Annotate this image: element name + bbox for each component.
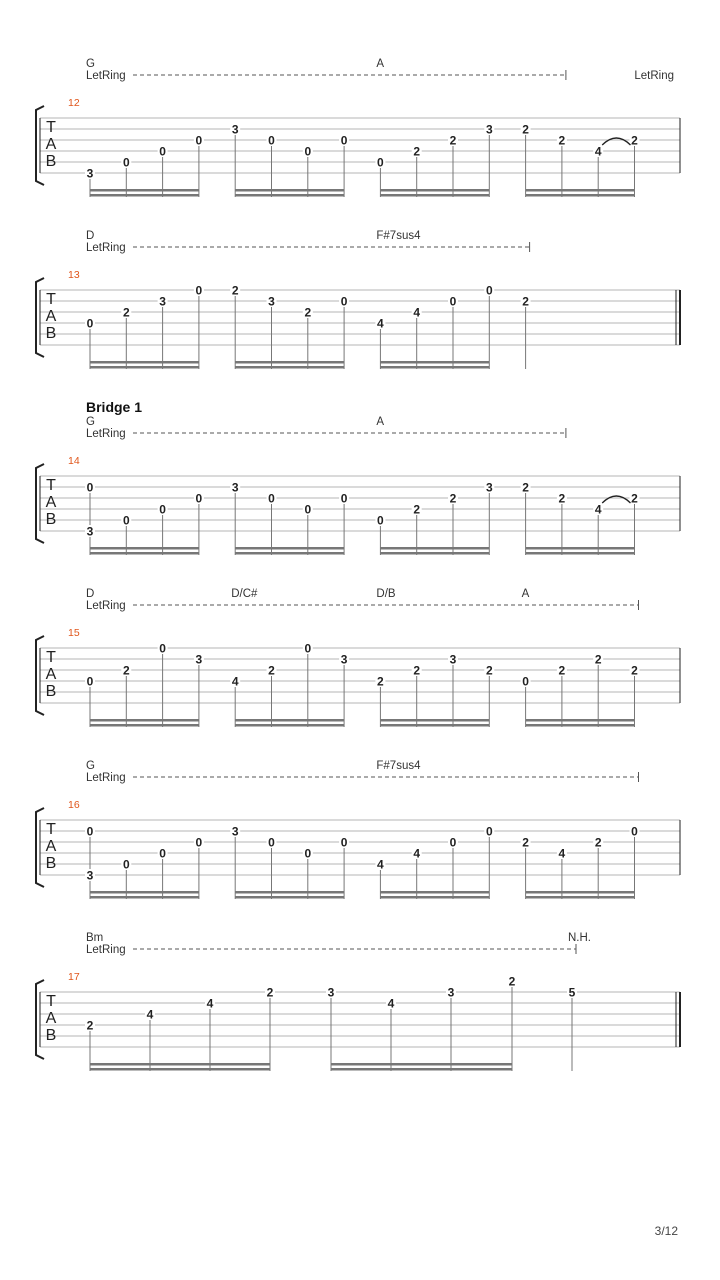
- fret-number: 2: [594, 652, 602, 667]
- fret-number: 3: [268, 294, 275, 309]
- tab-clef-letter: B: [45, 153, 57, 170]
- fret-number: 2: [449, 133, 457, 148]
- fret-number: 2: [631, 133, 638, 148]
- fret-number: 0: [86, 480, 94, 495]
- fret-number: 0: [522, 674, 529, 689]
- fret-number: 0: [377, 155, 384, 170]
- fret-number: 2: [558, 663, 566, 678]
- let-ring-label: LetRing: [86, 70, 126, 82]
- beam-secondary: [90, 366, 199, 369]
- tab-clef-letter: B: [45, 683, 57, 700]
- beam-secondary: [235, 366, 344, 369]
- fret-number: 4: [413, 305, 421, 320]
- tie-arc: [602, 496, 630, 503]
- fret-number: 2: [377, 674, 384, 689]
- beam-secondary: [235, 724, 344, 727]
- fret-number: 0: [377, 513, 384, 528]
- fret-number: 0: [122, 513, 130, 528]
- fret-number: 5: [568, 985, 576, 1000]
- let-ring-label: LetRing: [634, 70, 674, 82]
- fret-number: 0: [304, 641, 312, 656]
- beam-primary: [90, 719, 199, 722]
- beam-secondary: [90, 896, 199, 899]
- fret-number: 2: [86, 1018, 94, 1033]
- fret-number: 3: [485, 122, 493, 137]
- bar-number: 16: [68, 799, 80, 811]
- fret-number: 3: [447, 985, 455, 1000]
- fret-number: 0: [159, 144, 166, 159]
- tab-clef-letter: A: [45, 1010, 57, 1027]
- fret-number: 2: [522, 294, 529, 309]
- beam-secondary: [526, 194, 635, 197]
- let-ring-label: LetRing: [86, 428, 126, 440]
- fret-number: 0: [159, 846, 166, 861]
- beam-primary: [380, 891, 489, 894]
- fret-number: 3: [231, 480, 239, 495]
- beam-primary: [526, 719, 635, 722]
- chord-name: D/B: [376, 588, 396, 600]
- chord-name: D: [86, 230, 95, 242]
- fret-number: 2: [413, 663, 421, 678]
- fret-number: 3: [195, 652, 203, 667]
- beam-primary: [526, 547, 635, 550]
- fret-number: 3: [231, 122, 239, 137]
- tab-clef-letter: A: [45, 308, 57, 325]
- fret-number: 3: [340, 652, 348, 667]
- tab-clef-letter: T: [46, 821, 56, 838]
- tab-clef-letter: T: [46, 477, 56, 494]
- beam-secondary: [526, 552, 635, 555]
- fret-number: 2: [231, 283, 239, 298]
- fret-number: 2: [413, 502, 421, 517]
- tab-clef-letter: T: [46, 993, 56, 1010]
- beam-secondary: [235, 194, 344, 197]
- fret-number: 2: [522, 835, 529, 850]
- beam-secondary: [380, 194, 489, 197]
- fret-number: 0: [485, 283, 493, 298]
- fret-number: 0: [340, 294, 348, 309]
- chord-name: A: [521, 588, 530, 600]
- fret-number: 2: [594, 835, 602, 850]
- chord-name: A: [376, 58, 385, 70]
- fret-number: 2: [266, 985, 274, 1000]
- beam-secondary: [90, 1068, 270, 1071]
- beam-primary: [235, 891, 344, 894]
- tab-clef-letter: T: [46, 119, 56, 136]
- chord-name: D/C#: [231, 588, 258, 600]
- beam-secondary: [380, 724, 489, 727]
- fret-number: 3: [86, 524, 94, 539]
- tab-clef-letter: A: [45, 666, 57, 683]
- let-ring-label: LetRing: [86, 772, 126, 784]
- beam-secondary: [380, 896, 489, 899]
- natural-harmonic-marker: N.H.: [568, 932, 591, 944]
- beam-secondary: [380, 552, 489, 555]
- beam-primary: [380, 361, 489, 364]
- fret-number: 0: [195, 491, 203, 506]
- fret-number: 0: [340, 133, 348, 148]
- beam-primary: [331, 1063, 512, 1066]
- fret-number: 0: [340, 835, 348, 850]
- beam-primary: [526, 189, 635, 192]
- fret-number: 2: [631, 663, 638, 678]
- chord-name: G: [86, 58, 95, 70]
- fret-number: 0: [449, 835, 457, 850]
- fret-number: 4: [231, 674, 239, 689]
- fret-number: 0: [195, 133, 203, 148]
- fret-number: 2: [122, 663, 130, 678]
- fret-number: 3: [86, 166, 94, 181]
- tab-clef-letter: B: [45, 511, 57, 528]
- beam-secondary: [235, 552, 344, 555]
- fret-number: 2: [558, 133, 566, 148]
- fret-number: 0: [304, 144, 312, 159]
- fret-number: 0: [195, 283, 203, 298]
- chord-name: D: [86, 588, 95, 600]
- beam-primary: [90, 891, 199, 894]
- beam-primary: [235, 189, 344, 192]
- tab-clef-letter: B: [45, 1027, 57, 1044]
- fret-number: 0: [86, 316, 94, 331]
- beam-primary: [90, 547, 199, 550]
- beam-secondary: [526, 896, 635, 899]
- bar-number: 13: [68, 269, 80, 281]
- fret-number: 0: [268, 133, 275, 148]
- beam-secondary: [235, 896, 344, 899]
- fret-number: 2: [413, 144, 421, 159]
- tab-clef-letter: B: [45, 855, 57, 872]
- beam-secondary: [331, 1068, 512, 1071]
- fret-number: 0: [268, 491, 275, 506]
- beam-primary: [380, 189, 489, 192]
- bar-number: 14: [68, 455, 80, 467]
- fret-number: 4: [594, 502, 602, 517]
- section-heading: Bridge 1: [86, 399, 143, 415]
- beam-primary: [235, 719, 344, 722]
- beam-primary: [235, 547, 344, 550]
- fret-number: 3: [485, 480, 493, 495]
- fret-number: 0: [304, 502, 312, 517]
- chord-name: G: [86, 760, 95, 772]
- fret-number: 4: [377, 316, 384, 331]
- bar-number: 12: [68, 97, 80, 109]
- beam-primary: [526, 891, 635, 894]
- fret-number: 2: [508, 974, 516, 989]
- tab-clef-letter: T: [46, 291, 56, 308]
- fret-number: 2: [522, 122, 529, 137]
- fret-number: 0: [86, 824, 94, 839]
- tab-clef-letter: A: [45, 494, 57, 511]
- fret-number: 4: [206, 996, 214, 1011]
- page-number: 3/12: [654, 1224, 678, 1238]
- fret-number: 0: [631, 824, 638, 839]
- fret-number: 3: [231, 824, 239, 839]
- fret-number: 4: [146, 1007, 154, 1022]
- beam-secondary: [90, 194, 199, 197]
- fret-number: 4: [594, 144, 602, 159]
- tab-clef-letter: B: [45, 325, 57, 342]
- chord-name: F#7sus4: [376, 760, 421, 772]
- fret-number: 0: [340, 491, 348, 506]
- beam-secondary: [90, 724, 199, 727]
- tab-clef-letter: A: [45, 136, 57, 153]
- chord-name: G: [86, 416, 95, 428]
- fret-number: 0: [268, 835, 275, 850]
- fret-number: 0: [485, 824, 493, 839]
- chord-name: Bm: [86, 932, 104, 944]
- fret-number: 2: [522, 480, 529, 495]
- fret-number: 4: [377, 857, 384, 872]
- fret-number: 0: [122, 857, 130, 872]
- fret-number: 2: [485, 663, 493, 678]
- bar-number: 17: [68, 971, 80, 983]
- beam-secondary: [90, 552, 199, 555]
- fret-number: 3: [327, 985, 335, 1000]
- fret-number: 4: [387, 996, 395, 1011]
- beam-primary: [380, 547, 489, 550]
- tie-arc: [602, 138, 630, 145]
- fret-number: 0: [86, 674, 94, 689]
- beam-secondary: [380, 366, 489, 369]
- beam-primary: [235, 361, 344, 364]
- fret-number: 4: [413, 846, 421, 861]
- fret-number: 2: [304, 305, 312, 320]
- fret-number: 2: [631, 491, 638, 506]
- beam-primary: [90, 189, 199, 192]
- fret-number: 3: [449, 652, 457, 667]
- let-ring-label: LetRing: [86, 600, 126, 612]
- fret-number: 3: [159, 294, 166, 309]
- bar-number: 15: [68, 627, 80, 639]
- let-ring-label: LetRing: [86, 242, 126, 254]
- fret-number: 2: [558, 491, 566, 506]
- fret-number: 0: [449, 294, 457, 309]
- let-ring-label: LetRing: [86, 944, 126, 956]
- beam-primary: [90, 361, 199, 364]
- fret-number: 2: [122, 305, 130, 320]
- tab-clef-letter: A: [45, 838, 57, 855]
- beam-primary: [380, 719, 489, 722]
- beam-primary: [90, 1063, 270, 1066]
- fret-number: 0: [159, 502, 166, 517]
- tab-clef-letter: T: [46, 649, 56, 666]
- fret-number: 4: [558, 846, 566, 861]
- fret-number: 2: [449, 491, 457, 506]
- fret-number: 2: [268, 663, 275, 678]
- chord-name: A: [376, 416, 385, 428]
- fret-number: 0: [195, 835, 203, 850]
- beam-secondary: [526, 724, 635, 727]
- fret-number: 0: [304, 846, 312, 861]
- fret-number: 0: [122, 155, 130, 170]
- chord-name: F#7sus4: [376, 230, 421, 242]
- fret-number: 0: [159, 641, 166, 656]
- fret-number: 3: [86, 868, 94, 883]
